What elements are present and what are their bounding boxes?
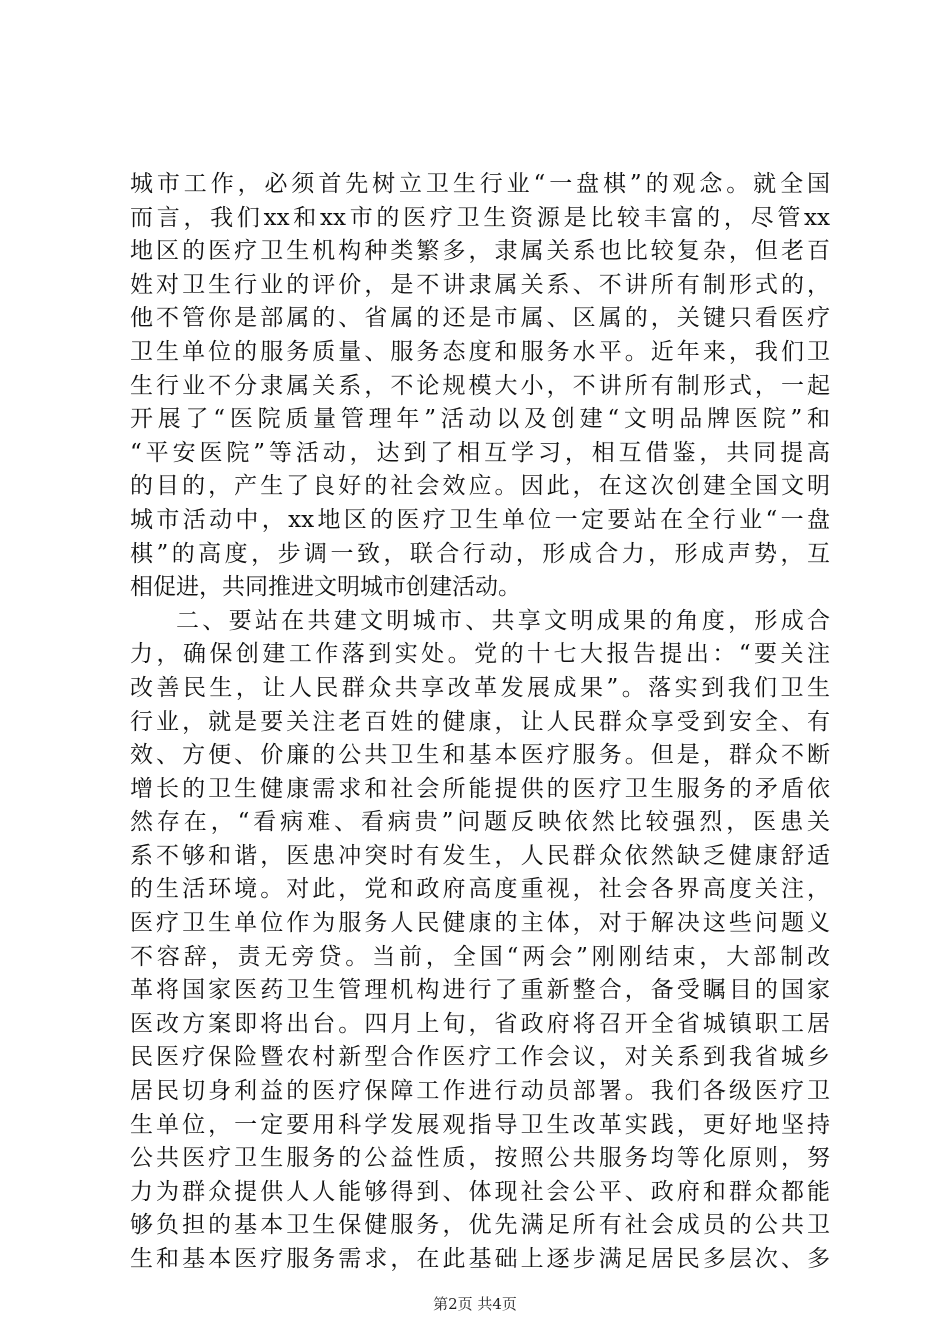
text-line: 地区的医疗卫生机构种类繁多，隶属关系也比较复杂，但老百 xyxy=(130,238,830,265)
text-line: 生单位，一定要用科学发展观指导卫生改革实践，更好地坚持 xyxy=(130,1111,830,1138)
text-line: 的目的，产生了良好的社会效应。因此，在这次创建全国文明 xyxy=(130,473,830,500)
text-line: 居民切身利益的医疗保障工作进行动员部署。我们各级医疗卫 xyxy=(130,1078,830,1105)
text-line: 医疗卫生单位作为服务人民健康的主体，对于解决这些问题义 xyxy=(130,910,830,937)
text-line: 力，确保创建工作落到实处。党的十七大报告提出：“要关注 xyxy=(130,641,830,668)
body-text xyxy=(130,168,830,1277)
text-line: 公共医疗卫生服务的公益性质，按照公共服务均等化原则，努 xyxy=(130,1145,830,1172)
text-line: 生和基本医疗服务需求，在此基础上逐步满足居民多层次、多 xyxy=(130,1246,830,1272)
text-line: 卫生单位的服务质量、服务态度和服务水平。近年来，我们卫 xyxy=(130,338,830,365)
text-line: 的生活环境。对此，党和政府高度重视，社会各界高度关注， xyxy=(130,876,830,903)
text-line: 相促进，共同推进文明城市创建活动。 xyxy=(130,574,521,601)
text-line: 不容辞，责无旁贷。当前，全国“两会”刚刚结束，大部制改 xyxy=(130,943,830,970)
text-line: 医改方案即将出台。四月上旬，省政府将召开全省城镇职工居 xyxy=(130,1010,830,1037)
text-line: 然存在，“看病难、看病贵”问题反映依然比较强烈，医患关 xyxy=(130,809,830,836)
text-line: 姓对卫生行业的评价，是不讲隶属关系、不讲所有制形式的， xyxy=(130,271,830,298)
text-line: 系不够和谐，医患冲突时有发生，人民群众依然缺乏健康舒适 xyxy=(130,842,830,869)
text-line: “平安医院”等活动，达到了相互学习，相互借鉴，共同提高 xyxy=(130,439,830,466)
text-line: 二、要站在共建文明城市、共享文明成果的角度，形成合 xyxy=(176,607,830,634)
text-line: 他不管你是部属的、省属的还是市属、区属的，关键只看医疗 xyxy=(130,305,830,332)
text-line: 行业，就是要关注老百姓的健康，让人民群众享受到安全、有 xyxy=(130,708,830,735)
text-line: 效、方便、价廉的公共卫生和基本医疗服务。但是，群众不断 xyxy=(130,742,830,769)
text-line: 而言，我们xx和xx市的医疗卫生资源是比较丰富的，尽管xx xyxy=(130,204,830,231)
text-line: 民医疗保险暨农村新型合作医疗工作会议，对关系到我省城乡 xyxy=(130,1044,830,1071)
text-line: 增长的卫生健康需求和社会所能提供的医疗卫生服务的矛盾依 xyxy=(130,775,830,802)
text-line: 城市活动中，xx地区的医疗卫生单位一定要站在全行业“一盘 xyxy=(130,506,830,533)
text-line: 开展了“医院质量管理年”活动以及创建“文明品牌医院”和 xyxy=(130,406,830,433)
text-line: 城市工作，必须首先树立卫生行业“一盘棋”的观念。就全国 xyxy=(130,171,830,197)
text-line: 革将国家医药卫生管理机构进行了重新整合，备受瞩目的国家 xyxy=(130,977,830,1004)
text-line: 生行业不分隶属关系，不论规模大小，不讲所有制形式，一起 xyxy=(130,372,830,399)
text-line: 改善民生，让人民群众共享改革发展成果”。落实到我们卫生 xyxy=(130,674,830,701)
text-line: 力为群众提供人人能够得到、体现社会公平、政府和群众都能 xyxy=(130,1178,830,1205)
page-footer: 第2页 共4页 xyxy=(433,1295,517,1313)
text-line: 棋”的高度，步调一致，联合行动，形成合力，形成声势，互 xyxy=(130,540,830,567)
text-line: 够负担的基本卫生保健服务，优先满足所有社会成员的公共卫 xyxy=(130,1212,830,1239)
